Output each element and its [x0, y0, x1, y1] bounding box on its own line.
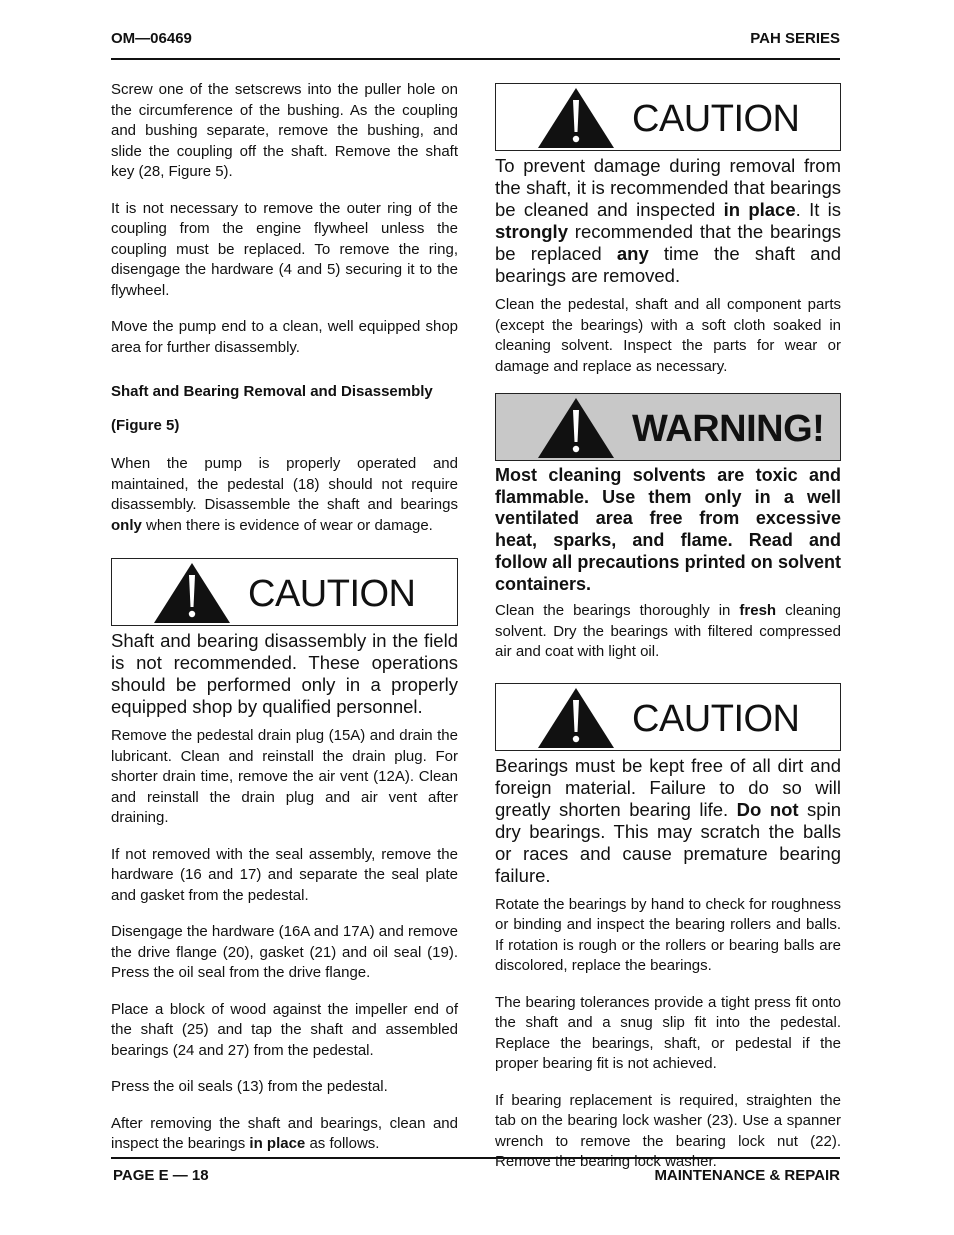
footer-section: MAINTENANCE & REPAIR — [654, 1167, 840, 1184]
paragraph: Press the oil seals (13) from the pedestal. — [111, 1078, 388, 1095]
caution-text: Bearings must be kept free of all dirt and foreign material. Failure to do so will greatly shorten bearing life. Do not spin dry bearings. This may scratch the balls or races and cause premature bearing failure. — [495, 754, 841, 886]
warning-triangle-icon — [536, 396, 616, 460]
footer-page-number: PAGE E — 18 — [113, 1167, 209, 1184]
caution-label: CAUTION — [632, 697, 800, 740]
section-heading: Shaft and Bearing Removal and Disassembly — [111, 383, 433, 400]
warning-box — [495, 393, 841, 461]
paragraph: It is not necessary to remove the outer ring of the coupling from the engine flywheel unless the coupling must be replaced. To remove the ring, disengage the hardware (4 and 5) securing it to the flywheel. — [111, 199, 458, 299]
paragraph: Move the pump end to a clean, well equipped shop area for further disassembly. — [111, 318, 458, 356]
header-series: PAH SERIES — [750, 30, 840, 47]
caution-box — [495, 683, 841, 751]
caution-triangle-icon — [536, 86, 616, 150]
paragraph: Rotate the bearings by hand to check for roughness or binding and inspect the bearing rollers and balls. If rotation is rough or the rollers or bearing balls are discolored, replace the bearings. — [495, 895, 841, 975]
caution-triangle-icon — [536, 686, 616, 750]
caution-text: To prevent damage during removal from the shaft, it is recommended that bearings be cleaned and inspected in place. It is strongly recommended that the bearings be replaced any time the shaft and bearings are removed. — [495, 155, 842, 286]
paragraph: After removing the shaft and bearings, clean and inspect the bearings in place as follows. — [111, 1114, 458, 1152]
caution-box — [495, 83, 841, 151]
section-heading-figure: (Figure 5) — [111, 417, 180, 434]
footer-rule — [111, 1157, 840, 1159]
paragraph: Clean the bearings thoroughly in fresh cleaning solvent. Dry the bearings with filtered compressed air and coat with light oil. — [495, 602, 841, 661]
left-column — [111, 80, 458, 1171]
caution-box — [111, 558, 458, 626]
paragraph: If not removed with the seal assembly, remove the hardware (16 and 17) and separate the seal plate and gasket from the pedestal. — [111, 845, 458, 904]
header-rule — [111, 58, 840, 60]
header-doc-number: OM—06469 — [111, 30, 192, 47]
warning-text: Most cleaning solvents are toxic and flammable. Use them only in a well ventilated area free from excessive heat, sparks, and flame. Read and follow all precautions printed on solvent containers. — [495, 465, 841, 594]
caution-label: CAUTION — [632, 98, 800, 140]
paragraph: Disengage the hardware (16A and 17A) and remove the drive flange (20), gasket (21) and oil seal (19). Press the oil seal from the drive flange. — [111, 923, 458, 981]
paragraph: Screw one of the setscrews into the puller hole on the circumference of the bushing. As the coupling and bushing separate, remove the bushing, and slide the coupling off the shaft. Remove the shaft key (28, Figure 5). — [111, 81, 458, 180]
caution-text: Shaft and bearing disassembly in the field is not recommended. These operations should be performed only in a properly equipped shop by qualified personnel. — [111, 630, 458, 717]
paragraph: The bearing tolerances provide a tight press fit onto the shaft and a snug slip fit into the pedestal. Replace the bearings, shaft, or pedestal if the proper bearing fit is not achieved. — [495, 993, 841, 1073]
caution-triangle-icon — [152, 561, 232, 625]
paragraph: Place a block of wood against the impeller end of the shaft (25) and tap the shaft and assembled bearings (24 and 27) from the pedestal. — [111, 1000, 458, 1059]
paragraph: Remove the pedestal drain plug (15A) and drain the lubricant. Clean and reinstall the drain plug. For shorter drain time, remove the air vent (12A). Clean and reinstall the drain plug and air vent after draining. — [111, 727, 458, 826]
warning-label: WARNING! — [632, 408, 825, 450]
caution-label: CAUTION — [248, 573, 416, 615]
paragraph: When the pump is properly operated and maintained, the pedestal (18) should not require disassembly. Disassemble the shaft and bearings only when there is evidence of wear or damage. — [111, 455, 458, 534]
paragraph: Clean the pedestal, shaft and all component parts (except the bearings) with a soft cloth soaked in cleaning solvent. Inspect the parts for wear or damage and replace as necessary. — [495, 296, 841, 375]
right-column — [495, 83, 841, 1189]
paragraph: If bearing replacement is required, straighten the tab on the bearing lock washer (23). Use a spanner wrench to remove the bearing lock nut (22). Remove the bearing lock washer. — [495, 1091, 841, 1171]
